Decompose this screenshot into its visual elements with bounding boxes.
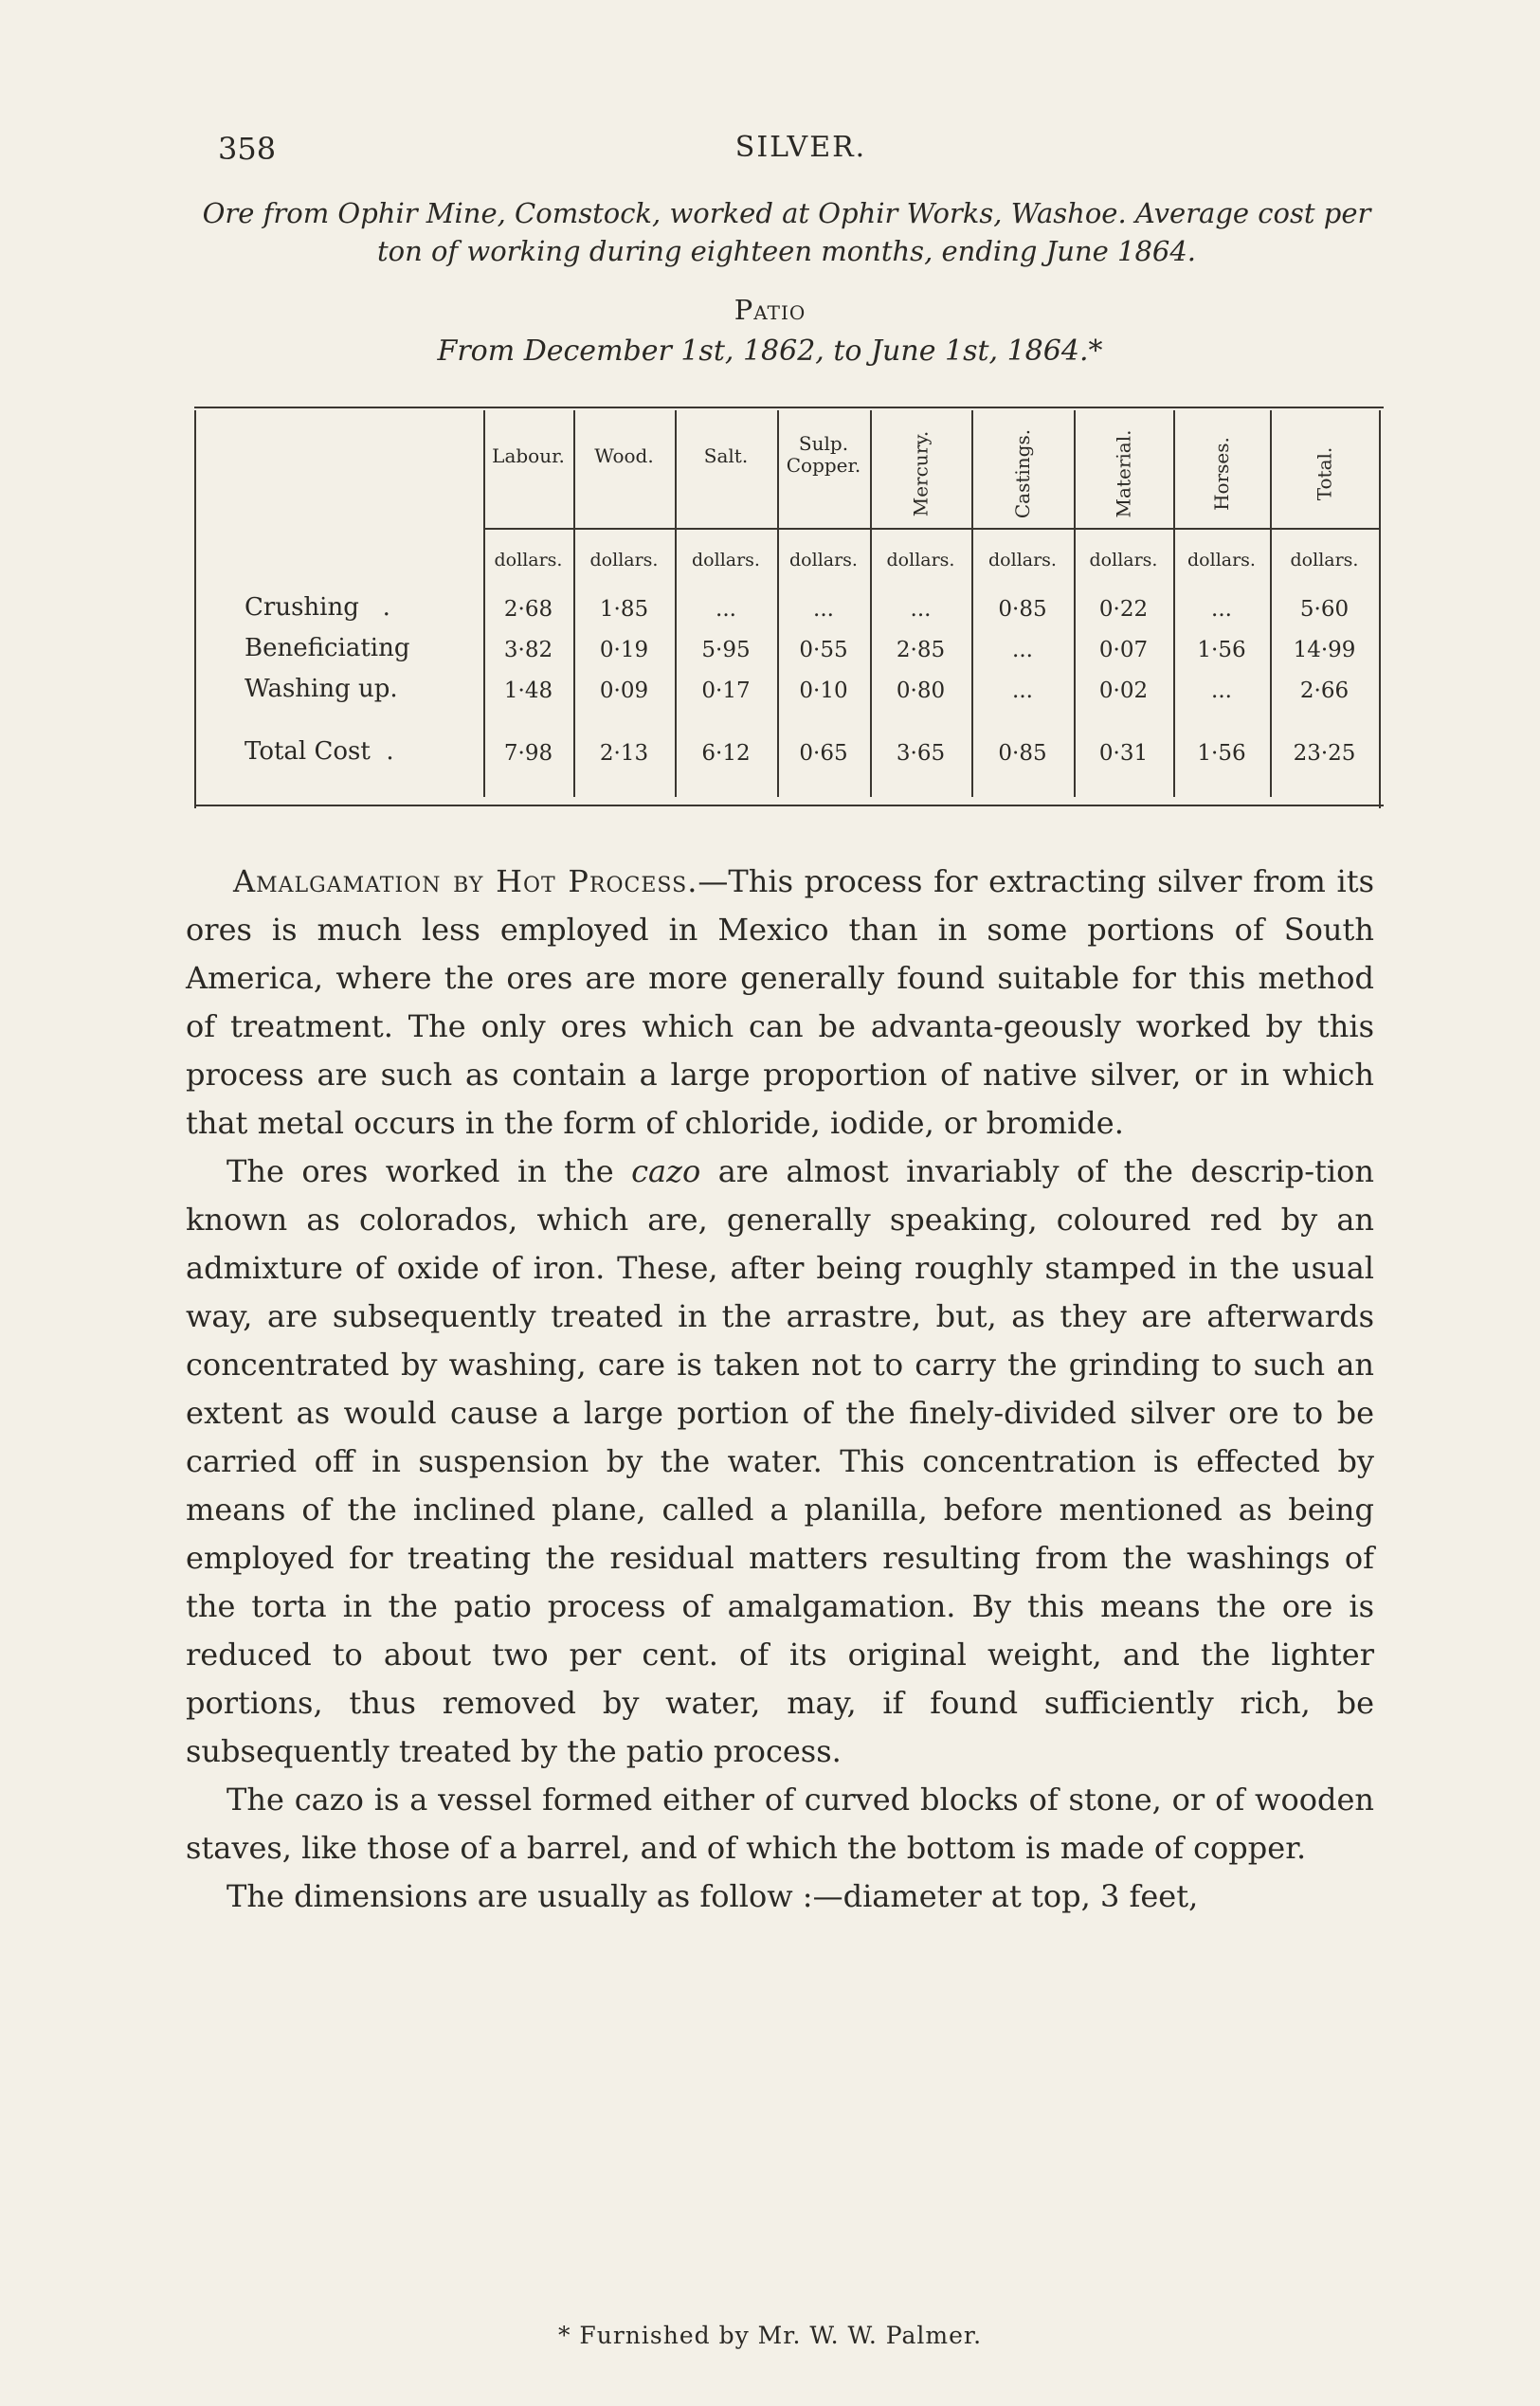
table-cell: 1·85	[599, 597, 649, 622]
table-cell: ...	[716, 597, 736, 622]
table-cell: ...	[1211, 597, 1232, 622]
table-cell: 2·68	[503, 597, 553, 622]
column-unit: dollars.	[494, 550, 563, 570]
table-cell: ...	[1012, 638, 1033, 662]
footnote: * Furnished by Mr. W. W. Palmer.	[557, 2322, 983, 2349]
column-header: Salt.	[703, 444, 749, 467]
table-cell: 0·65	[799, 741, 848, 766]
paragraph-2-rest: are almost invariably of the descrip-tion known as colorados, which are, generally speaking, coloured red by an admixture of oxide of iron. These, after being roughly stamped in the usual way, are subsequently treated in the arrastre, but, as they are afterwards concentrated by washing, care is taken not to carry the grinding to such an extent as would cause a large portion of the finely-divided silver ore to be carried off in suspension by the water. This concentration is effected by means of the inclined plane, called a planilla, before mentioned as being employed for treating the residual matters resulting from the washings of the torta in the patio process of amalgamation. By this means the ore is reduced to about two per cent. of its original weight, and the lighter portions, thus removed by water, may, if found sufficiently rich, be subsequently treated by the patio process.	[186, 1153, 1375, 1769]
table-cell: 3·65	[896, 741, 946, 766]
table-left-rule	[194, 410, 196, 808]
column-unit: dollars.	[988, 550, 1057, 570]
table-caption-line-1: Ore from Ophir Mine, Comstock, worked at Ophir Works, Washoe. Average cost per	[202, 197, 1371, 229]
table-cell: 14·99	[1293, 638, 1356, 662]
body-text	[186, 858, 1374, 1921]
table-top-rule	[194, 407, 1384, 408]
column-unit: dollars.	[789, 550, 858, 570]
table-cell: 3·82	[503, 638, 553, 662]
table-cell: ...	[910, 597, 932, 622]
table-cell: 6·12	[701, 741, 751, 766]
table-cell: 1·56	[1197, 741, 1246, 766]
table-cell: 0·31	[1098, 741, 1149, 766]
column-unit: dollars.	[1290, 550, 1359, 570]
row-label: Washing up.	[245, 675, 398, 703]
table-cell: 0·19	[599, 638, 649, 662]
table-cell: 2·13	[599, 741, 649, 766]
table-cell: 7·98	[503, 741, 553, 766]
table-cell: ...	[1211, 678, 1232, 703]
column-header: Sulp. Copper.	[786, 432, 861, 477]
column-header-label: Castings.	[1011, 428, 1035, 519]
table-cell: 5·95	[701, 638, 751, 662]
page-number: 358	[218, 131, 277, 167]
table-cell: 0·85	[998, 741, 1047, 766]
column-header-label: Horses.	[1210, 437, 1234, 511]
table-cell: 5·60	[1299, 597, 1350, 622]
row-label: Beneficiating	[245, 634, 410, 662]
column-header	[1193, 422, 1250, 526]
row-label: Crushing .	[245, 593, 390, 622]
paragraph-1	[186, 858, 1374, 1148]
table-cell: 0·22	[1098, 597, 1149, 622]
column-unit: dollars.	[1089, 550, 1158, 570]
table-cell: 0·07	[1098, 638, 1149, 662]
table-column-rule	[1379, 410, 1381, 808]
column-header-label: Material.	[1112, 429, 1135, 518]
table-cell: ...	[813, 597, 834, 622]
table-cell: 0·17	[701, 678, 751, 703]
column-unit: dollars.	[692, 550, 760, 570]
paragraph-2	[186, 1148, 1374, 1776]
running-title: SILVER.	[734, 131, 867, 164]
running-head	[218, 131, 1384, 178]
column-header	[1096, 422, 1152, 526]
column-header-label: Mercury.	[909, 430, 933, 517]
table-bottom-rule	[194, 805, 1384, 806]
table-cell: 2·85	[896, 638, 946, 662]
table-cell: 0·55	[799, 638, 848, 662]
column-header	[994, 422, 1051, 526]
column-unit: dollars.	[1187, 550, 1256, 570]
table-cell: 0·85	[998, 597, 1047, 622]
date-range: From December 1st, 1862, to June 1st, 1864.*	[437, 335, 1103, 368]
table-cell: 23·25	[1293, 741, 1356, 766]
table-cell: 0·80	[896, 678, 946, 703]
row-label: Total Cost .	[245, 737, 394, 766]
section-label: Patio	[734, 294, 806, 326]
table-header-rule	[483, 528, 1379, 530]
cost-table	[194, 403, 1384, 808]
table-cell: 1·56	[1197, 638, 1246, 662]
column-header: Wood.	[594, 444, 654, 467]
table-caption-line-2: ton of working during eighteen months, ending June 1864.	[376, 235, 1197, 267]
table-cell: 1·48	[503, 678, 553, 703]
paragraph-2-start: The ores worked in the	[226, 1153, 632, 1189]
table-cell: ...	[1012, 678, 1033, 703]
column-header	[1296, 422, 1353, 526]
table-cell: 0·10	[799, 678, 848, 703]
table-cell: 0·02	[1098, 678, 1149, 703]
paragraph-heading: Amalgamation by Hot Process.	[233, 863, 698, 899]
table-cell: 0·09	[599, 678, 649, 703]
paragraph-4: The dimensions are usually as follow :—diameter at top, 3 feet,	[226, 1878, 1199, 1914]
paragraph-2-italic-term: cazo	[631, 1153, 701, 1189]
column-unit: dollars.	[589, 550, 659, 570]
column-header: Labour.	[492, 444, 565, 467]
paragraph-1-text: —This process for extracting silver from its ores is much less employed in Mexico than in some portions of South America, where the ores are more generally found suitable for this method of treatment. The only ores which can be advanta-geously worked by this process are such as contain a large proportion of native silver, or in which that metal occurs in the form of chloride, iodide, or bromide.	[186, 863, 1375, 1141]
column-unit: dollars.	[886, 550, 955, 570]
column-header-label: Total.	[1313, 446, 1336, 501]
paragraph-3: The cazo is a vessel formed either of curved blocks of stone, or of wooden staves, like those of a barrel, and of which the bottom is made of copper.	[186, 1782, 1374, 1866]
column-header	[893, 422, 950, 526]
table-cell: 2·66	[1299, 678, 1350, 703]
